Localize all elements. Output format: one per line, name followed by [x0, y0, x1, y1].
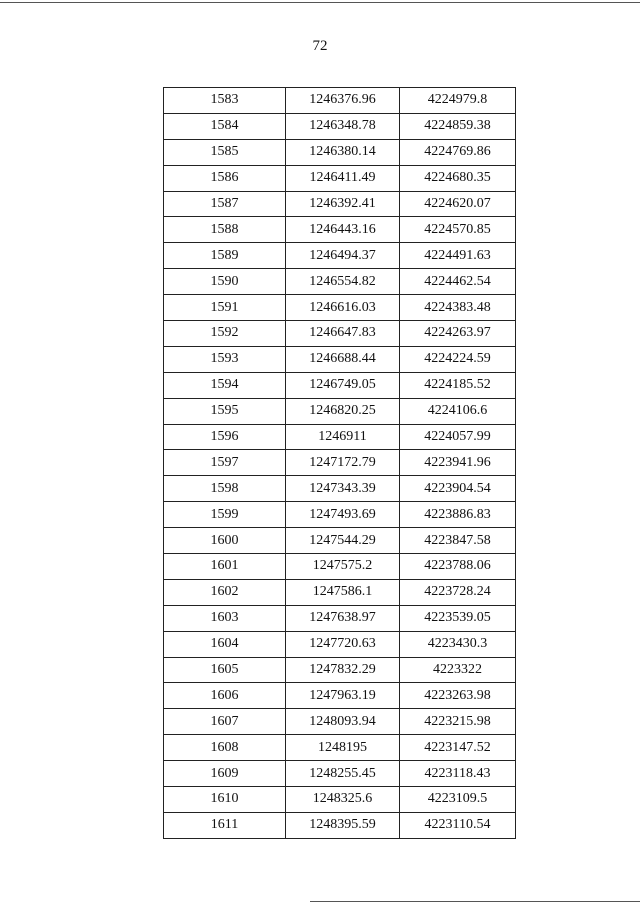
cell-point-number: 1602 — [164, 579, 286, 605]
table-row — [164, 346, 516, 372]
cell-x-coordinate: 1247172.79 — [286, 450, 400, 476]
cell-point-number: 1591 — [164, 295, 286, 321]
cell-x-coordinate: 1246411.49 — [286, 165, 400, 191]
table-row — [164, 683, 516, 709]
cell-x-coordinate: 1247720.63 — [286, 631, 400, 657]
cell-y-coordinate: 4224680.35 — [400, 165, 516, 191]
scan-edge-bottom — [310, 901, 640, 902]
table-row — [164, 450, 516, 476]
cell-y-coordinate: 4223110.54 — [400, 812, 516, 838]
cell-point-number: 1587 — [164, 191, 286, 217]
cell-y-coordinate: 4223322 — [400, 657, 516, 683]
table-row — [164, 631, 516, 657]
cell-point-number: 1589 — [164, 243, 286, 269]
cell-x-coordinate: 1246616.03 — [286, 295, 400, 321]
cell-y-coordinate: 4223847.58 — [400, 528, 516, 554]
cell-y-coordinate: 4224263.97 — [400, 321, 516, 347]
cell-point-number: 1595 — [164, 398, 286, 424]
cell-y-coordinate: 4223728.24 — [400, 579, 516, 605]
cell-point-number: 1610 — [164, 787, 286, 813]
cell-y-coordinate: 4224224.59 — [400, 346, 516, 372]
cell-x-coordinate: 1246911 — [286, 424, 400, 450]
cell-y-coordinate: 4224620.07 — [400, 191, 516, 217]
cell-point-number: 1597 — [164, 450, 286, 476]
table-row — [164, 113, 516, 139]
table-row — [164, 812, 516, 838]
cell-point-number: 1584 — [164, 113, 286, 139]
cell-y-coordinate: 4223941.96 — [400, 450, 516, 476]
cell-x-coordinate: 1246380.14 — [286, 139, 400, 165]
cell-y-coordinate: 4223109.5 — [400, 787, 516, 813]
cell-y-coordinate: 4224859.38 — [400, 113, 516, 139]
cell-point-number: 1605 — [164, 657, 286, 683]
table-row — [164, 165, 516, 191]
cell-x-coordinate: 1246647.83 — [286, 321, 400, 347]
cell-y-coordinate: 4224491.63 — [400, 243, 516, 269]
cell-point-number: 1592 — [164, 321, 286, 347]
cell-point-number: 1585 — [164, 139, 286, 165]
cell-point-number: 1599 — [164, 502, 286, 528]
cell-x-coordinate: 1248325.6 — [286, 787, 400, 813]
table-row — [164, 139, 516, 165]
scan-edge-top — [0, 2, 640, 3]
cell-x-coordinate: 1247493.69 — [286, 502, 400, 528]
cell-x-coordinate: 1248093.94 — [286, 709, 400, 735]
cell-x-coordinate: 1246554.82 — [286, 269, 400, 295]
cell-x-coordinate: 1248255.45 — [286, 761, 400, 787]
table-row — [164, 295, 516, 321]
cell-x-coordinate: 1246749.05 — [286, 372, 400, 398]
cell-y-coordinate: 4224979.8 — [400, 88, 516, 114]
cell-point-number: 1594 — [164, 372, 286, 398]
cell-point-number: 1586 — [164, 165, 286, 191]
cell-x-coordinate: 1246392.41 — [286, 191, 400, 217]
cell-y-coordinate: 4223118.43 — [400, 761, 516, 787]
cell-y-coordinate: 4224383.48 — [400, 295, 516, 321]
table-row — [164, 424, 516, 450]
table-row — [164, 321, 516, 347]
cell-point-number: 1596 — [164, 424, 286, 450]
table-row — [164, 243, 516, 269]
table-row — [164, 735, 516, 761]
cell-point-number: 1604 — [164, 631, 286, 657]
table-row — [164, 269, 516, 295]
cell-y-coordinate: 4223215.98 — [400, 709, 516, 735]
cell-x-coordinate: 1247963.19 — [286, 683, 400, 709]
table-row — [164, 88, 516, 114]
cell-y-coordinate: 4224769.86 — [400, 139, 516, 165]
cell-y-coordinate: 4223263.98 — [400, 683, 516, 709]
table-row — [164, 528, 516, 554]
cell-y-coordinate: 4223904.54 — [400, 476, 516, 502]
cell-y-coordinate: 4223539.05 — [400, 605, 516, 631]
table-row — [164, 709, 516, 735]
coordinates-table-body — [164, 88, 516, 839]
table-row — [164, 476, 516, 502]
cell-point-number: 1608 — [164, 735, 286, 761]
cell-point-number: 1611 — [164, 812, 286, 838]
cell-y-coordinate: 4224106.6 — [400, 398, 516, 424]
table-row — [164, 554, 516, 580]
cell-point-number: 1598 — [164, 476, 286, 502]
cell-y-coordinate: 4223430.3 — [400, 631, 516, 657]
table-row — [164, 191, 516, 217]
cell-x-coordinate: 1246348.78 — [286, 113, 400, 139]
cell-point-number: 1601 — [164, 554, 286, 580]
cell-point-number: 1607 — [164, 709, 286, 735]
cell-x-coordinate: 1246494.37 — [286, 243, 400, 269]
cell-x-coordinate: 1246443.16 — [286, 217, 400, 243]
cell-y-coordinate: 4224570.85 — [400, 217, 516, 243]
cell-point-number: 1590 — [164, 269, 286, 295]
table-row — [164, 372, 516, 398]
table-row — [164, 502, 516, 528]
cell-x-coordinate: 1247343.39 — [286, 476, 400, 502]
cell-x-coordinate: 1247575.2 — [286, 554, 400, 580]
cell-y-coordinate: 4224057.99 — [400, 424, 516, 450]
cell-y-coordinate: 4223788.06 — [400, 554, 516, 580]
table-row — [164, 579, 516, 605]
page-number: 72 — [312, 38, 328, 54]
table-row — [164, 657, 516, 683]
cell-y-coordinate: 4224462.54 — [400, 269, 516, 295]
table-row — [164, 398, 516, 424]
cell-x-coordinate: 1248395.59 — [286, 812, 400, 838]
table-row — [164, 787, 516, 813]
cell-point-number: 1588 — [164, 217, 286, 243]
cell-point-number: 1600 — [164, 528, 286, 554]
cell-point-number: 1593 — [164, 346, 286, 372]
cell-y-coordinate: 4223886.83 — [400, 502, 516, 528]
cell-x-coordinate: 1247544.29 — [286, 528, 400, 554]
cell-x-coordinate: 1247832.29 — [286, 657, 400, 683]
cell-x-coordinate: 1247638.97 — [286, 605, 400, 631]
cell-x-coordinate: 1248195 — [286, 735, 400, 761]
cell-x-coordinate: 1246688.44 — [286, 346, 400, 372]
cell-point-number: 1583 — [164, 88, 286, 114]
cell-x-coordinate: 1247586.1 — [286, 579, 400, 605]
cell-x-coordinate: 1246820.25 — [286, 398, 400, 424]
cell-point-number: 1603 — [164, 605, 286, 631]
cell-point-number: 1609 — [164, 761, 286, 787]
coordinates-table — [163, 87, 516, 839]
table-row — [164, 217, 516, 243]
cell-y-coordinate: 4224185.52 — [400, 372, 516, 398]
cell-x-coordinate: 1246376.96 — [286, 88, 400, 114]
cell-y-coordinate: 4223147.52 — [400, 735, 516, 761]
table-row — [164, 761, 516, 787]
cell-point-number: 1606 — [164, 683, 286, 709]
table-row — [164, 605, 516, 631]
